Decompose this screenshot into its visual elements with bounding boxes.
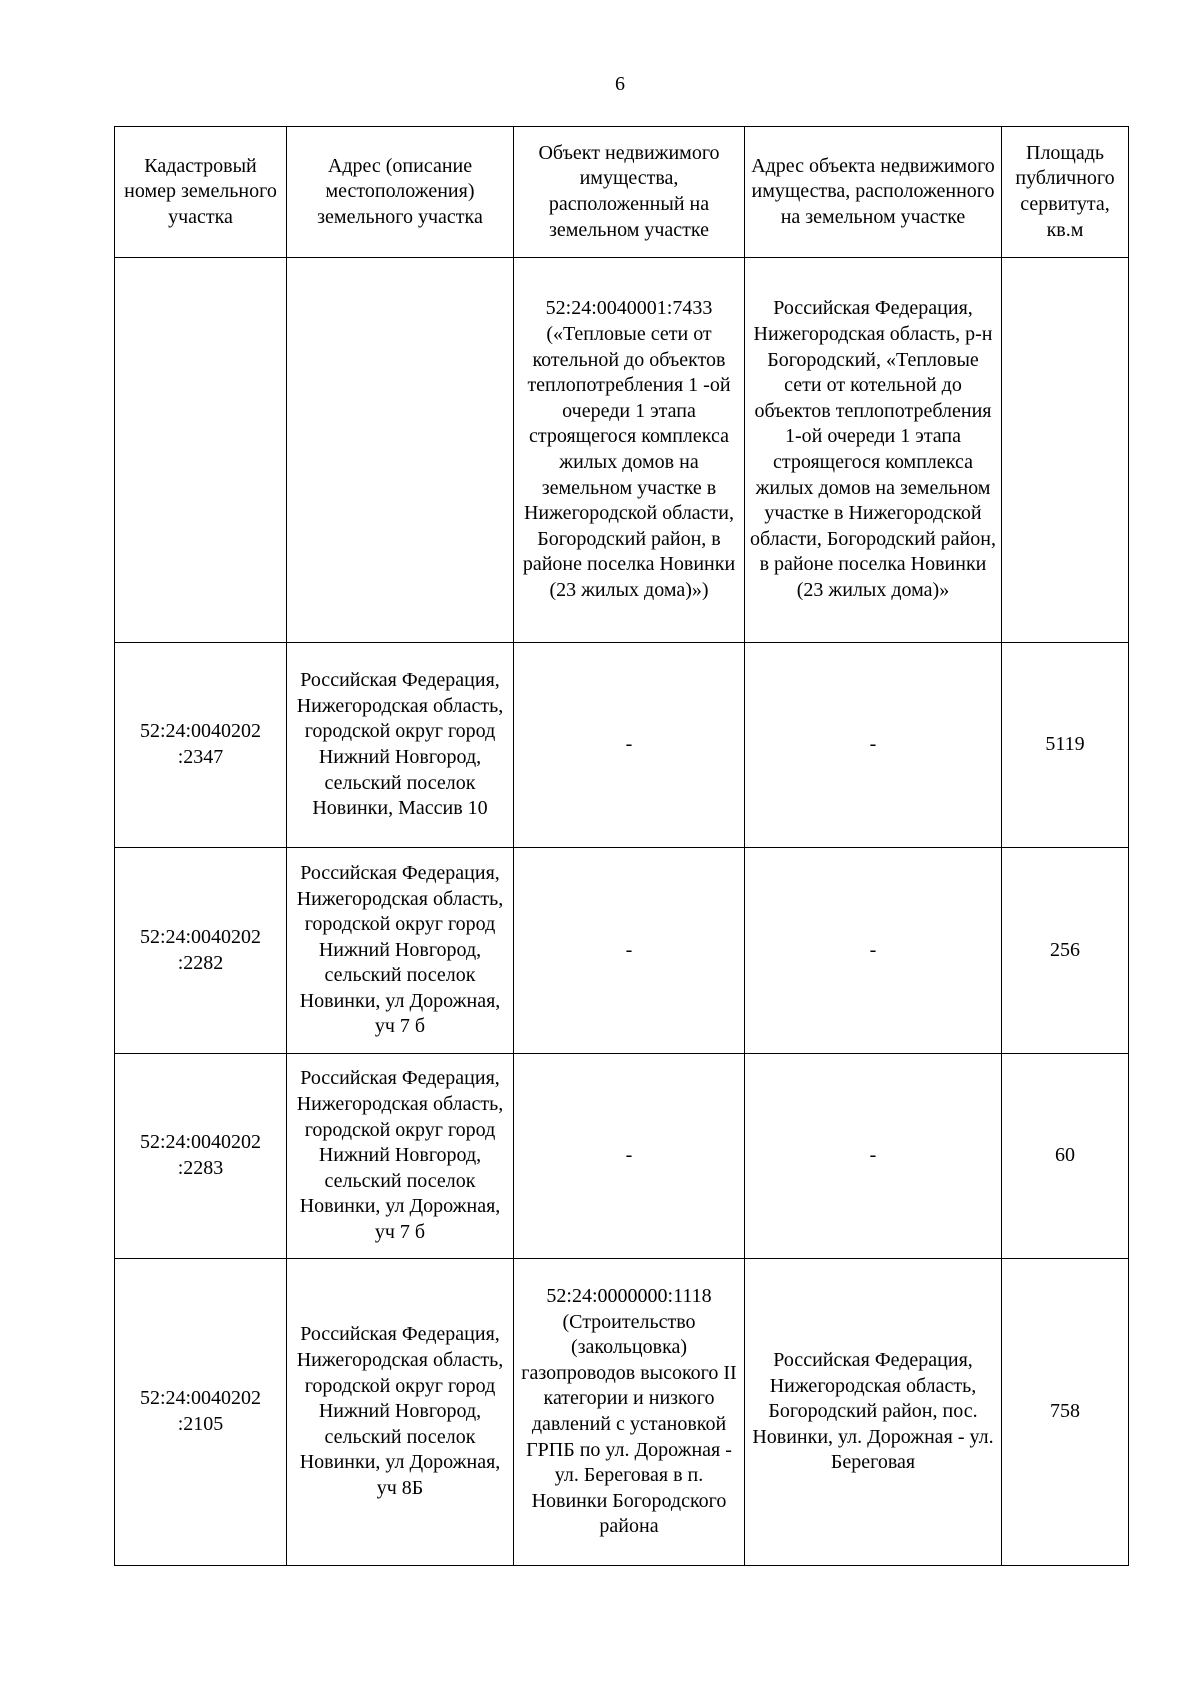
header-object-address: Адрес объекта недвижимого имущества, расположенного на земельном участке <box>745 127 1002 258</box>
table-row <box>115 1259 1129 1566</box>
table-body <box>115 258 1129 1566</box>
cell-cadastral-number <box>115 258 287 643</box>
cell-servitude-area <box>1002 258 1129 643</box>
table-row <box>115 258 1129 643</box>
cell-servitude-area: 758 <box>1002 1259 1129 1566</box>
cell-cadastral-number: 52:24:0040202 :2347 <box>115 643 287 848</box>
header-land-address: Адрес (описание местоположения) земельного участка <box>287 127 514 258</box>
table-row <box>115 643 1129 848</box>
cell-servitude-area: 60 <box>1002 1054 1129 1259</box>
cell-real-estate-object: - <box>514 1054 745 1259</box>
page-number: 6 <box>615 73 625 95</box>
cell-cadastral-number: 52:24:0040202 :2283 <box>115 1054 287 1259</box>
cell-object-address: - <box>745 1054 1002 1259</box>
cell-land-address: Российская Федерация, Нижегородская область, городской округ город Нижний Новгород, сельский поселок Новинки, ул Дорожная, уч 8Б <box>287 1259 514 1566</box>
cell-object-address: - <box>745 643 1002 848</box>
table-row <box>115 848 1129 1054</box>
header-cadastral-number: Кадастровый номер земельного участка <box>115 127 287 258</box>
cell-object-address: Российская Федерация, Нижегородская область, р-н Богородский, «Тепловые сети от котельной до объектов теплопотребления 1-ой очереди 1 этапа строящегося комплекса жилых домов на земельном участке в Нижегородской области, Богородский район, в районе поселка Новинки (23 жилых дома)» <box>745 258 1002 643</box>
cell-land-address: Российская Федерация, Нижегородская область, городской округ город Нижний Новгород, сельский поселок Новинки, ул Дорожная, уч 7 б <box>287 1054 514 1259</box>
cell-real-estate-object: 52:24:0040001:7433 («Тепловые сети от котельной до объектов теплопотребления 1 -ой очереди 1 этапа строящегося комплекса жилых домов на земельном участке в Нижегородской области, Богородский район, в районе поселка Новинки (23 жилых дома)») <box>514 258 745 643</box>
cell-servitude-area: 256 <box>1002 848 1129 1054</box>
cell-land-address <box>287 258 514 643</box>
cell-land-address: Российская Федерация, Нижегородская область, городской округ город Нижний Новгород, сельский поселок Новинки, Массив 10 <box>287 643 514 848</box>
cell-land-address: Российская Федерация, Нижегородская область, городской округ город Нижний Новгород, сельский поселок Новинки, ул Дорожная, уч 7 б <box>287 848 514 1054</box>
cell-real-estate-object: 52:24:0000000:1118 (Строительство (закольцовка) газопроводов высокого II категории и низкого давлений с установкой ГРПБ по ул. Дорожная - ул. Береговая в п. Новинки Богородского района <box>514 1259 745 1566</box>
header-real-estate-object: Объект недвижимого имущества, расположенный на земельном участке <box>514 127 745 258</box>
cell-object-address: - <box>745 848 1002 1054</box>
cell-servitude-area: 5119 <box>1002 643 1129 848</box>
header-row <box>115 127 1129 258</box>
cell-cadastral-number: 52:24:0040202 :2105 <box>115 1259 287 1566</box>
table-row <box>115 1054 1129 1259</box>
cell-real-estate-object: - <box>514 848 745 1054</box>
cell-real-estate-object: - <box>514 643 745 848</box>
servitude-table <box>114 126 1129 1566</box>
cell-cadastral-number: 52:24:0040202 :2282 <box>115 848 287 1054</box>
table-header <box>115 127 1129 258</box>
cell-object-address: Российская Федерация, Нижегородская область, Богородский район, пос. Новинки, ул. Дорожная - ул. Береговая <box>745 1259 1002 1566</box>
header-servitude-area: Площадь публичного сервитута, кв.м <box>1002 127 1129 258</box>
